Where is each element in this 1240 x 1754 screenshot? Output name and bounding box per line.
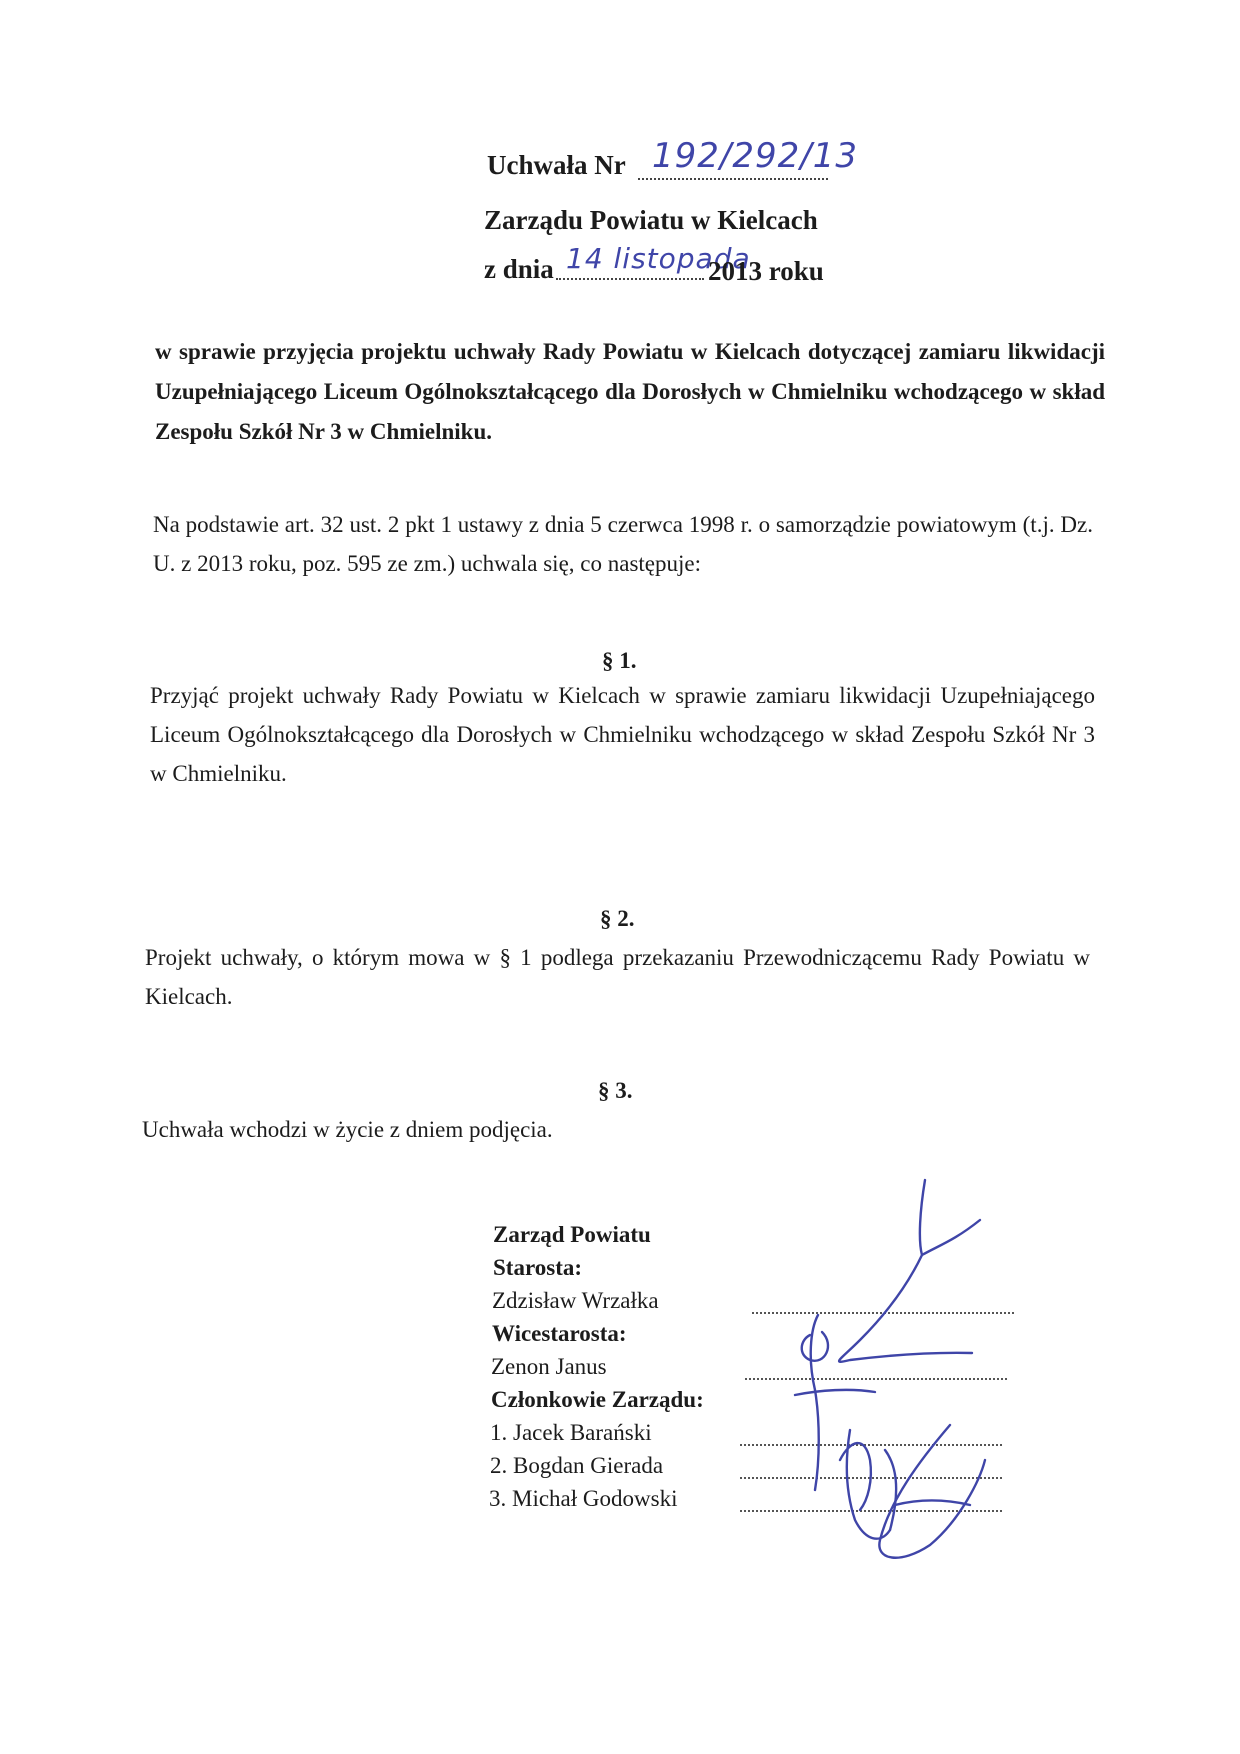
issuer: Zarządu Powiatu w Kielcach xyxy=(484,205,818,235)
section-3-mark: § 3. xyxy=(598,1078,633,1103)
section-3-text: Uchwała wchodzi w życie z dniem podjęcia. xyxy=(142,1117,553,1142)
starosta-label: Starosta: xyxy=(493,1255,583,1280)
member-3-name: 3. Michał Godowski xyxy=(489,1486,678,1511)
wicestarosta-name: Zenon Janus xyxy=(491,1354,607,1379)
member-2-name: 2. Bogdan Gierada xyxy=(490,1453,664,1478)
handwritten-signatures xyxy=(740,1160,1060,1580)
members-label: Członkowie Zarządu: xyxy=(491,1387,704,1412)
section-2-text: Projekt uchwały, o którym mowa w § 1 podlega przekazaniu Przewodniczącemu Rady Powiatu w Kielcach. xyxy=(145,945,1090,1009)
date-handwritten: 14 listopada xyxy=(566,242,751,275)
member-1-name: 1. Jacek Barański xyxy=(490,1420,652,1445)
section-1-mark: § 1. xyxy=(602,648,637,673)
starosta-name: Zdzisław Wrzałka xyxy=(492,1288,659,1313)
wicestarosta-label: Wicestarosta: xyxy=(492,1321,627,1346)
title-prefix: Uchwała Nr xyxy=(487,150,626,180)
board-label: Zarząd Powiatu xyxy=(493,1222,651,1247)
resolution-number-handwritten: 192/292/13 xyxy=(652,136,858,176)
section-2-mark: § 2. xyxy=(600,906,635,931)
section-1-text: Przyjąć projekt uchwały Rady Powiatu w Kielcach w sprawie zamiaru likwidacji Uzupełniającego Liceum Ogólnokształcącego dla Dorosłych w Chmielniku wchodzącego w skład Zespołu Szkół Nr 3 w Chmielniku. xyxy=(150,683,1095,786)
legal-basis: Na podstawie art. 32 ust. 2 pkt 1 ustawy z dnia 5 czerwca 1998 r. o samorządzie powiatowym (t.j. Dz. U. z 2013 roku, poz. 595 ze zm.) uchwala się, co następuje: xyxy=(153,512,1093,576)
number-dotted-line xyxy=(638,178,828,180)
resolution-subject: w sprawie przyjęcia projektu uchwały Rady Powiatu w Kielcach dotyczącej zamiaru likwidacji Uzupełniającego Liceum Ogólnokształcącego dla Dorosłych w Chmielniku wchodzącego w skład Zespołu Szkół Nr 3 w Chmielniku. xyxy=(155,339,1105,444)
date-suffix: 2013 roku xyxy=(708,256,824,286)
date-prefix: z dnia xyxy=(484,254,554,284)
date-dotted-line xyxy=(556,278,704,280)
